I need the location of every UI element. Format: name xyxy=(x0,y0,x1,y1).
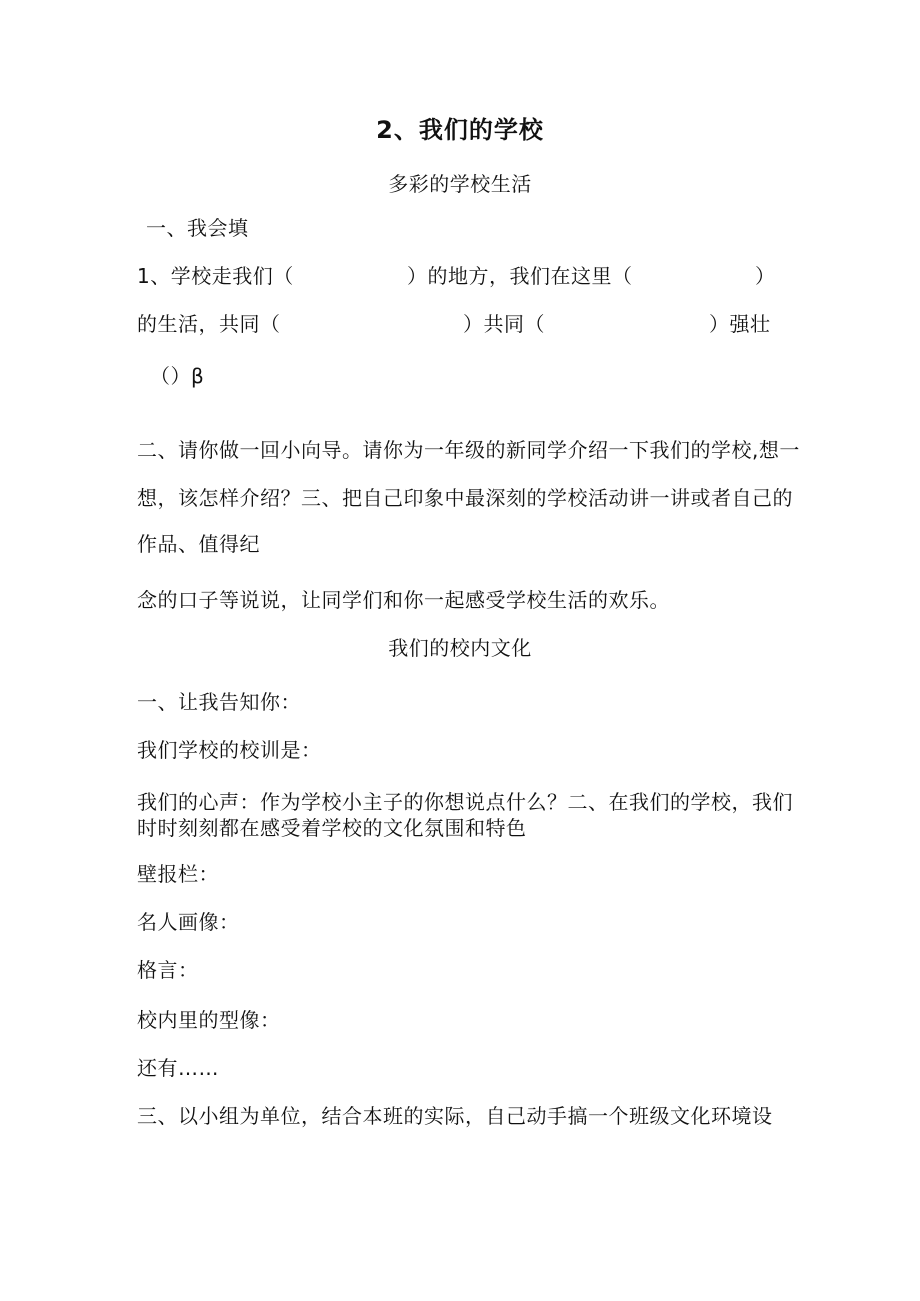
page-title: 2、我们的学校 xyxy=(376,116,544,144)
part2-line2: 想，该怎样介绍？三、把自己印象中最深刻的学校活动讲一讲或者自己的 xyxy=(137,486,793,510)
part1-heading: 一、我会填 xyxy=(146,216,249,240)
wall-newspaper-line: 壁报栏： xyxy=(137,862,219,886)
portraits-line: 名人画像： xyxy=(137,910,240,934)
q1-end1: ） xyxy=(755,264,776,288)
part2-line1: 二、请你做一回小向导。请你为一年级的新同学介绍一下我们的学校,想一 xyxy=(137,438,800,462)
part2-line3: 作品、值得纪 xyxy=(137,532,260,556)
section-heading-culture: 我们的校内文化 xyxy=(388,636,532,660)
more-line: 还有…… xyxy=(137,1056,219,1080)
mottos-line: 格言： xyxy=(137,958,199,982)
section-heading-school-life: 多彩的学校生活 xyxy=(388,172,532,196)
part2-line4: 念的口子等说说，让同学们和你一起感受学校生活的欢乐。 xyxy=(137,588,670,612)
voice-line2: 时时刻刻都在感受着学校的文化氛围和特色 xyxy=(137,816,527,840)
voice-line1: 我们的心声：作为学校小主子的你想说点什么？二、在我们的学校，我们 xyxy=(137,790,793,814)
s2-part1: 一、让我告知你： xyxy=(137,690,301,714)
q1-line2-end: ）强壮 xyxy=(709,312,771,336)
q1-line2 xyxy=(137,312,787,336)
q1-line2-mid: ）共同（ xyxy=(463,312,545,336)
statues-line: 校内里的型像： xyxy=(137,1008,281,1032)
q1-line2-start: 的生活，共同（ xyxy=(137,312,281,336)
q1-line1 xyxy=(137,264,787,288)
q1-line3: （）β xyxy=(150,364,205,388)
q1-mid1: ）的地方，我们在这里（ xyxy=(407,264,633,288)
school-motto-line: 我们学校的校训是： xyxy=(137,738,322,762)
s2-part3: 三、以小组为单位，结合本班的实际，自己动手搞一个班级文化环境设 xyxy=(137,1104,773,1128)
q1-start: 1、学校走我们（ xyxy=(137,264,294,288)
